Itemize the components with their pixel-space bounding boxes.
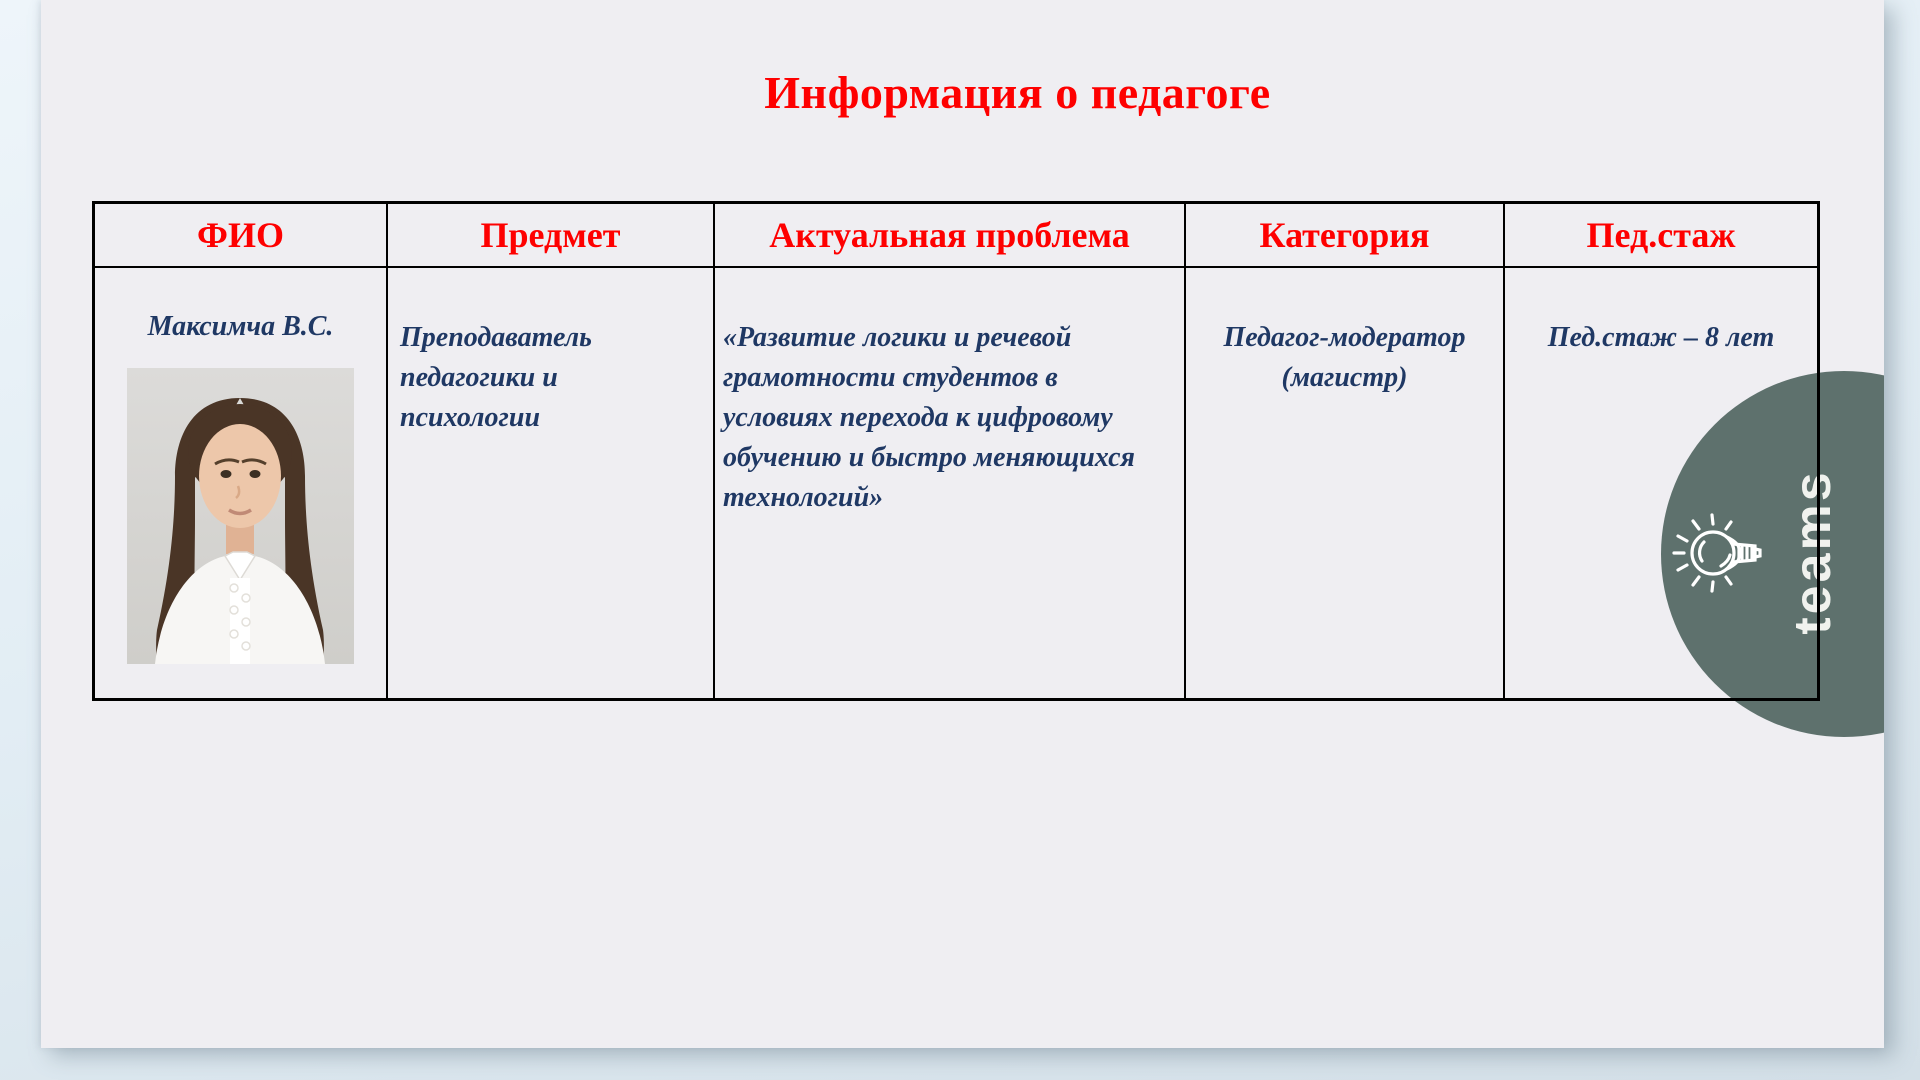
header-cell-experience: Пед.стаж <box>1505 204 1817 268</box>
cell-problem: «Развитие логики и речевой грамотности студентов в условиях перехода к цифровому обучению и быстро меняющихся технологий» <box>715 268 1186 698</box>
header-cell-category: Категория <box>1186 204 1505 268</box>
header-cell-subject: Предмет <box>388 204 715 268</box>
cell-experience: Пед.стаж – 8 лет <box>1547 322 1775 353</box>
info-table <box>92 201 1820 701</box>
header-cell-fio: ФИО <box>95 204 388 268</box>
slide <box>41 0 1884 1048</box>
header-cell-problem: Актуальная проблема <box>715 204 1186 268</box>
page-title: Информация о педагоге <box>764 67 1271 118</box>
cell-category: Педагог-модератор (магистр) <box>1186 268 1505 698</box>
cell-fio <box>95 268 388 698</box>
cell-subject: Преподаватель педагогики и психологии <box>388 268 715 698</box>
teacher-name: Максимча В.С. <box>147 311 334 342</box>
teacher-photo <box>127 368 354 664</box>
teams-label: teams <box>1784 469 1842 635</box>
